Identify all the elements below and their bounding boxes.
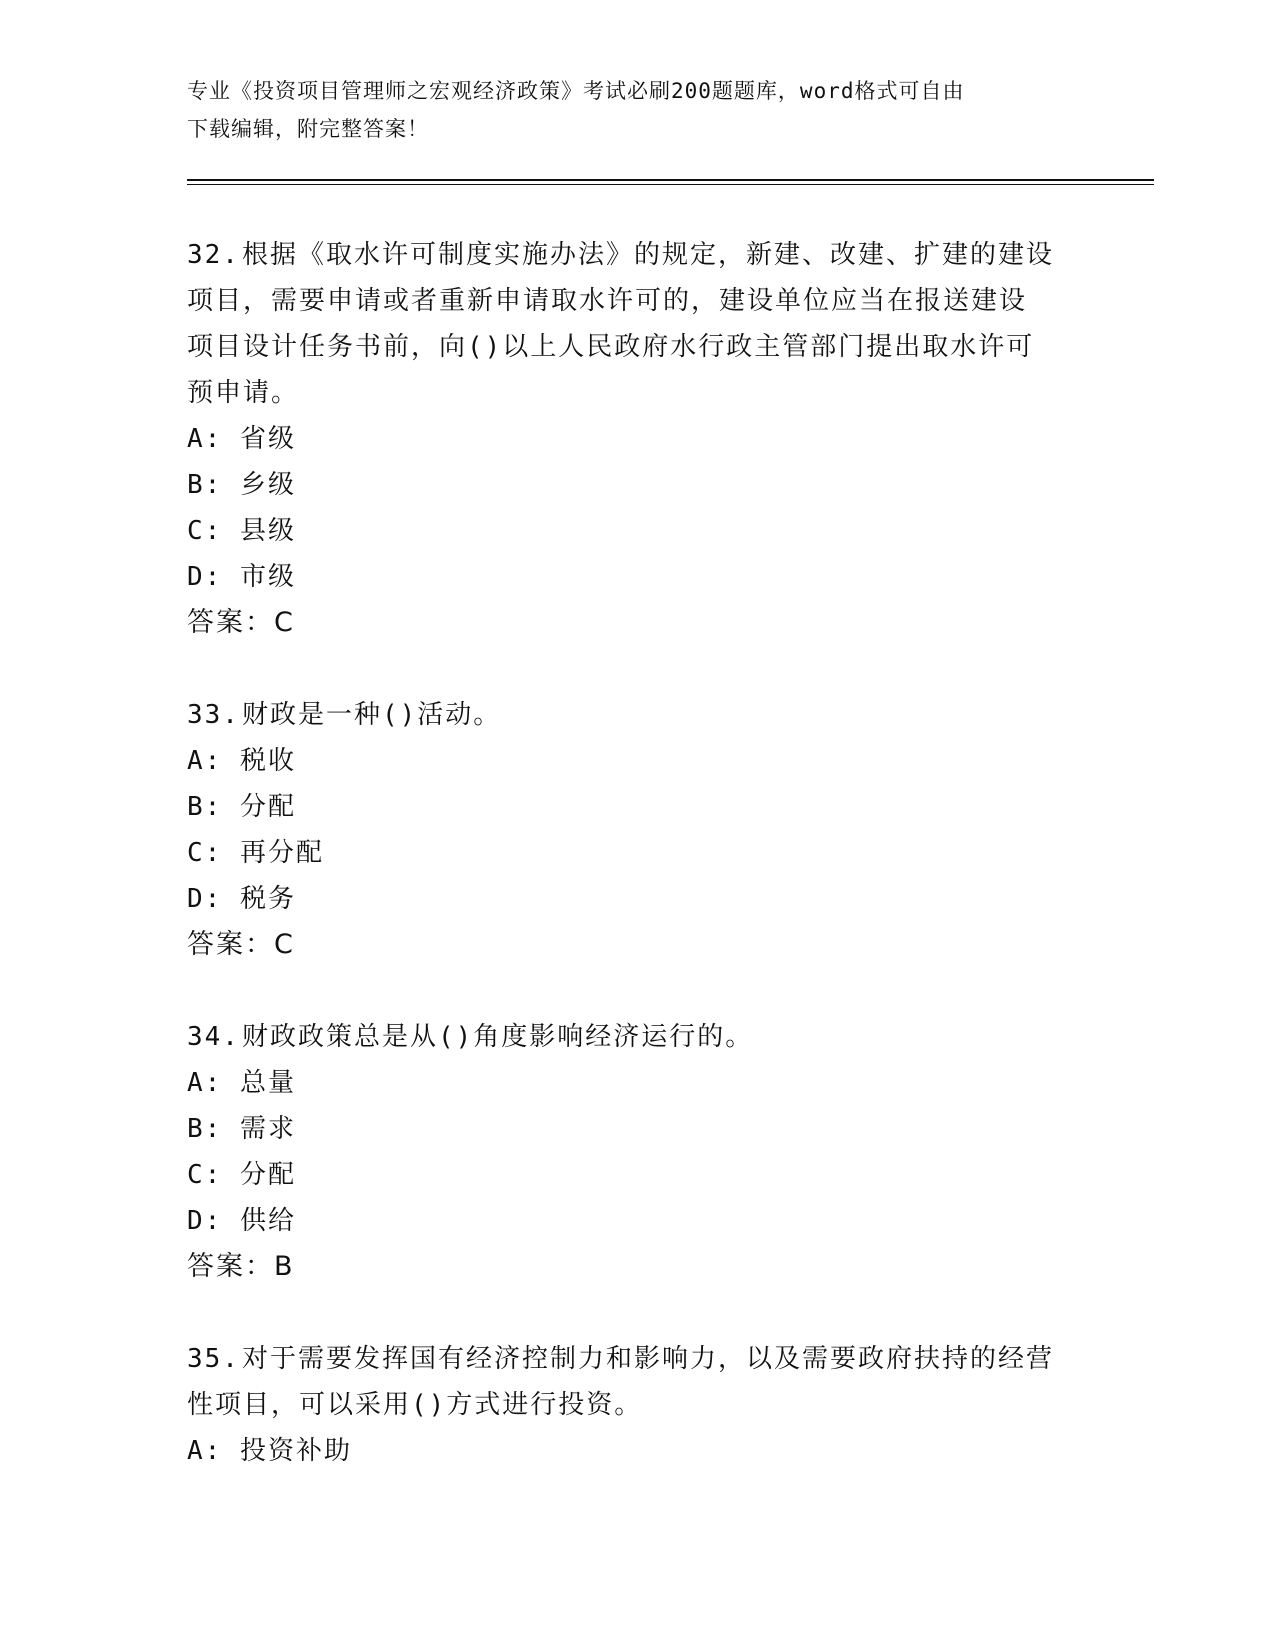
option-text: 总量	[239, 1068, 296, 1098]
option-b	[187, 1106, 1087, 1152]
question-line-text: 财政是一种()活动。	[241, 700, 502, 730]
option-c	[187, 830, 1087, 876]
option-letter: A:	[187, 1436, 223, 1466]
option-letter: B:	[187, 470, 223, 500]
question-34	[187, 1014, 1087, 1290]
option-text: 再分配	[239, 838, 324, 868]
option-letter: D:	[187, 884, 223, 914]
option-text: 省级	[239, 424, 296, 454]
option-text: 需求	[239, 1114, 296, 1144]
option-letter: D:	[187, 1206, 223, 1236]
answer: 答案：C	[187, 607, 295, 638]
answer: 答案：B	[187, 1251, 295, 1282]
question-text	[187, 1014, 1067, 1060]
option-c	[187, 1152, 1087, 1198]
option-d	[187, 554, 1087, 600]
option-c	[187, 508, 1087, 554]
document-header	[187, 72, 1067, 148]
header-divider-thick	[187, 179, 1154, 181]
question-number: 33.	[187, 700, 240, 730]
question-text	[187, 232, 1067, 416]
option-d	[187, 1198, 1087, 1244]
question-line: 性项目，可以采用()方式进行投资。	[187, 1390, 643, 1420]
question-number: 34.	[187, 1022, 240, 1052]
option-letter: A:	[187, 424, 223, 454]
option-a	[187, 1060, 1087, 1106]
option-d	[187, 876, 1087, 922]
question-32	[187, 232, 1087, 646]
option-text: 税务	[239, 884, 296, 914]
header-line-1: 专业《投资项目管理师之宏观经济政策》考试必刷200题题库，word格式可自由	[187, 79, 965, 103]
option-b	[187, 784, 1087, 830]
answer: 答案：C	[187, 929, 295, 960]
option-text: 市级	[239, 562, 296, 592]
option-a	[187, 416, 1087, 462]
header-line-2: 下载编辑，附完整答案！	[187, 117, 429, 141]
question-line: 预申请。	[187, 378, 300, 408]
option-letter: C:	[187, 516, 223, 546]
option-text: 分配	[239, 792, 296, 822]
option-text: 分配	[239, 1160, 296, 1190]
question-number: 32.	[187, 240, 240, 270]
question-line	[187, 1336, 1067, 1382]
question-line: 项目设计任务书前，向()以上人民政府水行政主管部门提出取水许可	[187, 332, 1035, 362]
option-letter: B:	[187, 792, 223, 822]
question-line	[187, 1014, 1067, 1060]
option-letter: C:	[187, 838, 223, 868]
option-letter: A:	[187, 746, 223, 776]
option-a	[187, 738, 1087, 784]
question-33	[187, 692, 1087, 968]
option-a	[187, 1428, 1087, 1474]
option-text: 税收	[239, 746, 296, 776]
option-letter: A:	[187, 1068, 223, 1098]
header-divider-thin	[187, 184, 1154, 185]
question-line: 项目，需要申请或者重新申请取水许可的，建设单位应当在报送建设	[187, 286, 1028, 316]
question-line-text: 根据《取水许可制度实施办法》的规定，新建、改建、扩建的建设	[241, 240, 1054, 270]
option-text: 县级	[239, 516, 296, 546]
option-text: 供给	[239, 1206, 296, 1236]
question-line-text: 对于需要发挥国有经济控制力和影响力，以及需要政府扶持的经营	[241, 1344, 1054, 1374]
option-letter: C:	[187, 1160, 223, 1190]
question-text	[187, 1336, 1067, 1428]
question-line	[187, 232, 1067, 278]
question-number: 35.	[187, 1344, 240, 1374]
question-line	[187, 692, 1067, 738]
question-text	[187, 692, 1067, 738]
option-letter: D:	[187, 562, 223, 592]
option-text: 投资补助	[239, 1436, 352, 1466]
option-letter: B:	[187, 1114, 223, 1144]
question-35	[187, 1336, 1087, 1474]
option-b	[187, 462, 1087, 508]
question-line-text: 财政政策总是从()角度影响经济运行的。	[241, 1022, 754, 1052]
option-text: 乡级	[239, 470, 296, 500]
question-list	[187, 232, 1087, 1520]
